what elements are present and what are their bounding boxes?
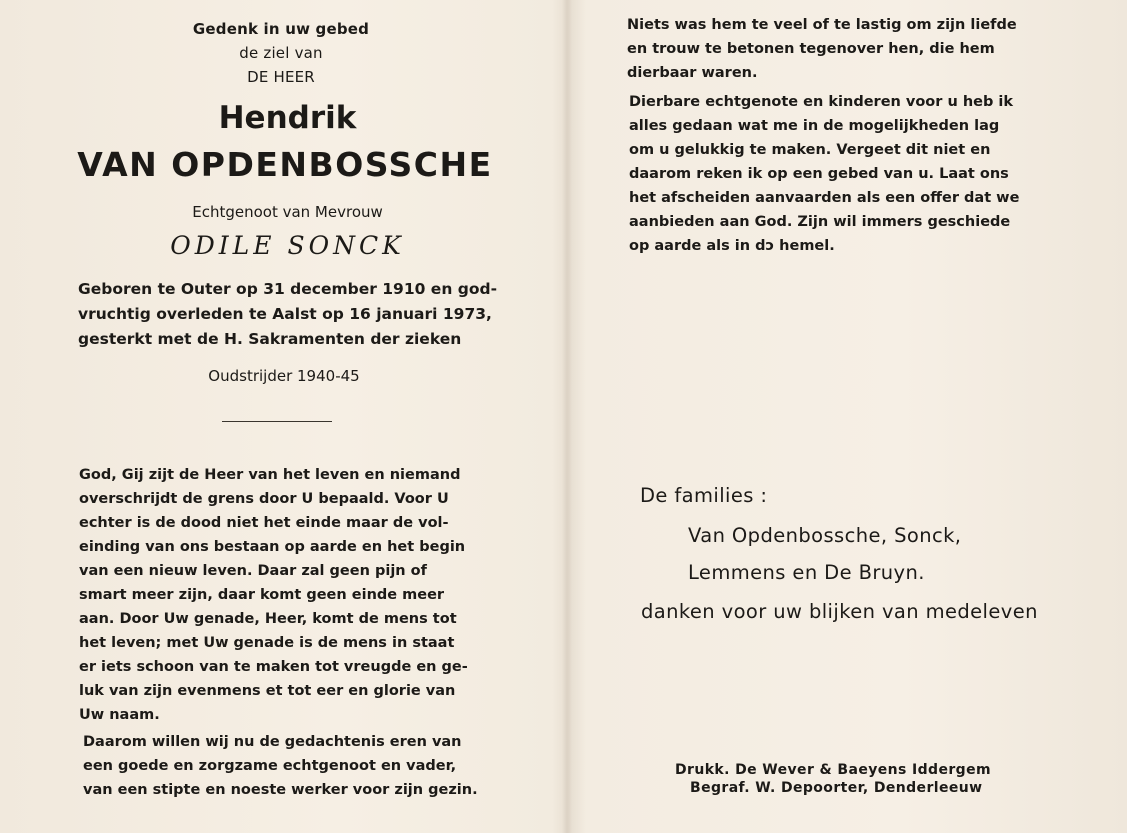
memory-line: Daarom willen wij nu de gedachtenis eren van	[83, 734, 462, 750]
family-line-2: Lemmens en De Bruyn.	[688, 561, 925, 584]
farewell-line: het afscheiden aanvaarden als een offer dat we	[629, 190, 1020, 206]
printer-line-2: Begraf. W. Depoorter, Denderleeuw	[690, 780, 983, 796]
prayer-line: Uw naam.	[79, 707, 160, 723]
printer-line-1: Drukk. De Wever & Baeyens Iddergem	[675, 762, 991, 778]
thanks-line: danken voor uw blijken van medeleven	[641, 600, 1038, 623]
prayer-line: einding van ons bestaan op aarde en het begin	[79, 539, 466, 555]
farewell-paragraph	[629, 90, 1019, 258]
left-page	[0, 0, 562, 833]
devotion-line: Niets was hem te veel of te lastig om zijn liefde	[627, 17, 1017, 33]
divider-rule	[222, 421, 332, 422]
intro-line-1: Gedenk in uw gebed	[192, 20, 370, 38]
farewell-line: daarom reken ik op een gebed van u. Laat ons	[629, 166, 1009, 182]
bio-line-1: Geboren te Outer op 31 december 1910 en god-	[78, 280, 498, 298]
farewell-line: om u gelukkig te maken. Vergeet dit niet en	[629, 142, 991, 158]
prayer-line: echter is de dood niet het einde maar de vol-	[79, 515, 449, 531]
intro-line-2: de ziel van	[239, 44, 323, 62]
bio-line-3: gesterkt met de H. Sakramenten der zieken	[78, 330, 462, 348]
memory-line: van een stipte en noeste werker voor zijn gezin.	[83, 782, 478, 798]
last-name: VAN OPDENBOSSCHE	[77, 145, 493, 184]
first-name: Hendrik	[218, 100, 357, 136]
prayer-line: aan. Door Uw genade, Heer, komt de mens tot	[79, 611, 457, 627]
prayer-line: luk van zijn evenmens et tot eer en glorie van	[79, 683, 456, 699]
prayer-line: van een nieuw leven. Daar zal geen pijn of	[79, 563, 427, 579]
veteran-line: Oudstrijder 1940-45	[208, 367, 360, 385]
prayer-line: er iets schoon van te maken tot vreugde en ge-	[79, 659, 468, 675]
memory-paragraph	[83, 730, 478, 802]
families-label: De families :	[640, 484, 768, 507]
devotion-line: en trouw te betonen tegenover hen, die hem	[627, 41, 995, 57]
spouse-name: ODILE SONCK	[170, 231, 405, 260]
family-line-1: Van Opdenbossche, Sonck,	[688, 524, 962, 547]
farewell-line: op aarde als in dɔ hemel.	[629, 238, 835, 254]
farewell-line: Dierbare echtgenote en kinderen voor u heb ik	[629, 94, 1014, 110]
bio-line-2: vruchtig overleden te Aalst op 16 januari 1973,	[78, 305, 492, 323]
prayer-line: het leven; met Uw genade is de mens in staat	[79, 635, 455, 651]
farewell-line: aanbieden aan God. Zijn wil immers geschiede	[629, 214, 1011, 230]
intro-line-3: DE HEER	[247, 68, 315, 86]
prayer-paragraph	[79, 463, 468, 727]
devotion-paragraph	[627, 13, 1017, 85]
prayer-line: God, Gij zijt de Heer van het leven en niemand	[79, 467, 461, 483]
memory-line: een goede en zorgzame echtgenoot en vader,	[83, 758, 457, 774]
farewell-line: alles gedaan wat me in de mogelijkheden lag	[629, 118, 1000, 134]
devotion-line: dierbaar waren.	[627, 65, 758, 81]
right-page	[572, 0, 1127, 833]
spouse-label: Echtgenoot van Mevrouw	[192, 203, 383, 221]
prayer-line: overschrijdt de grens door U bepaald. Voor U	[79, 491, 449, 507]
prayer-line: smart meer zijn, daar komt geen einde meer	[79, 587, 445, 603]
